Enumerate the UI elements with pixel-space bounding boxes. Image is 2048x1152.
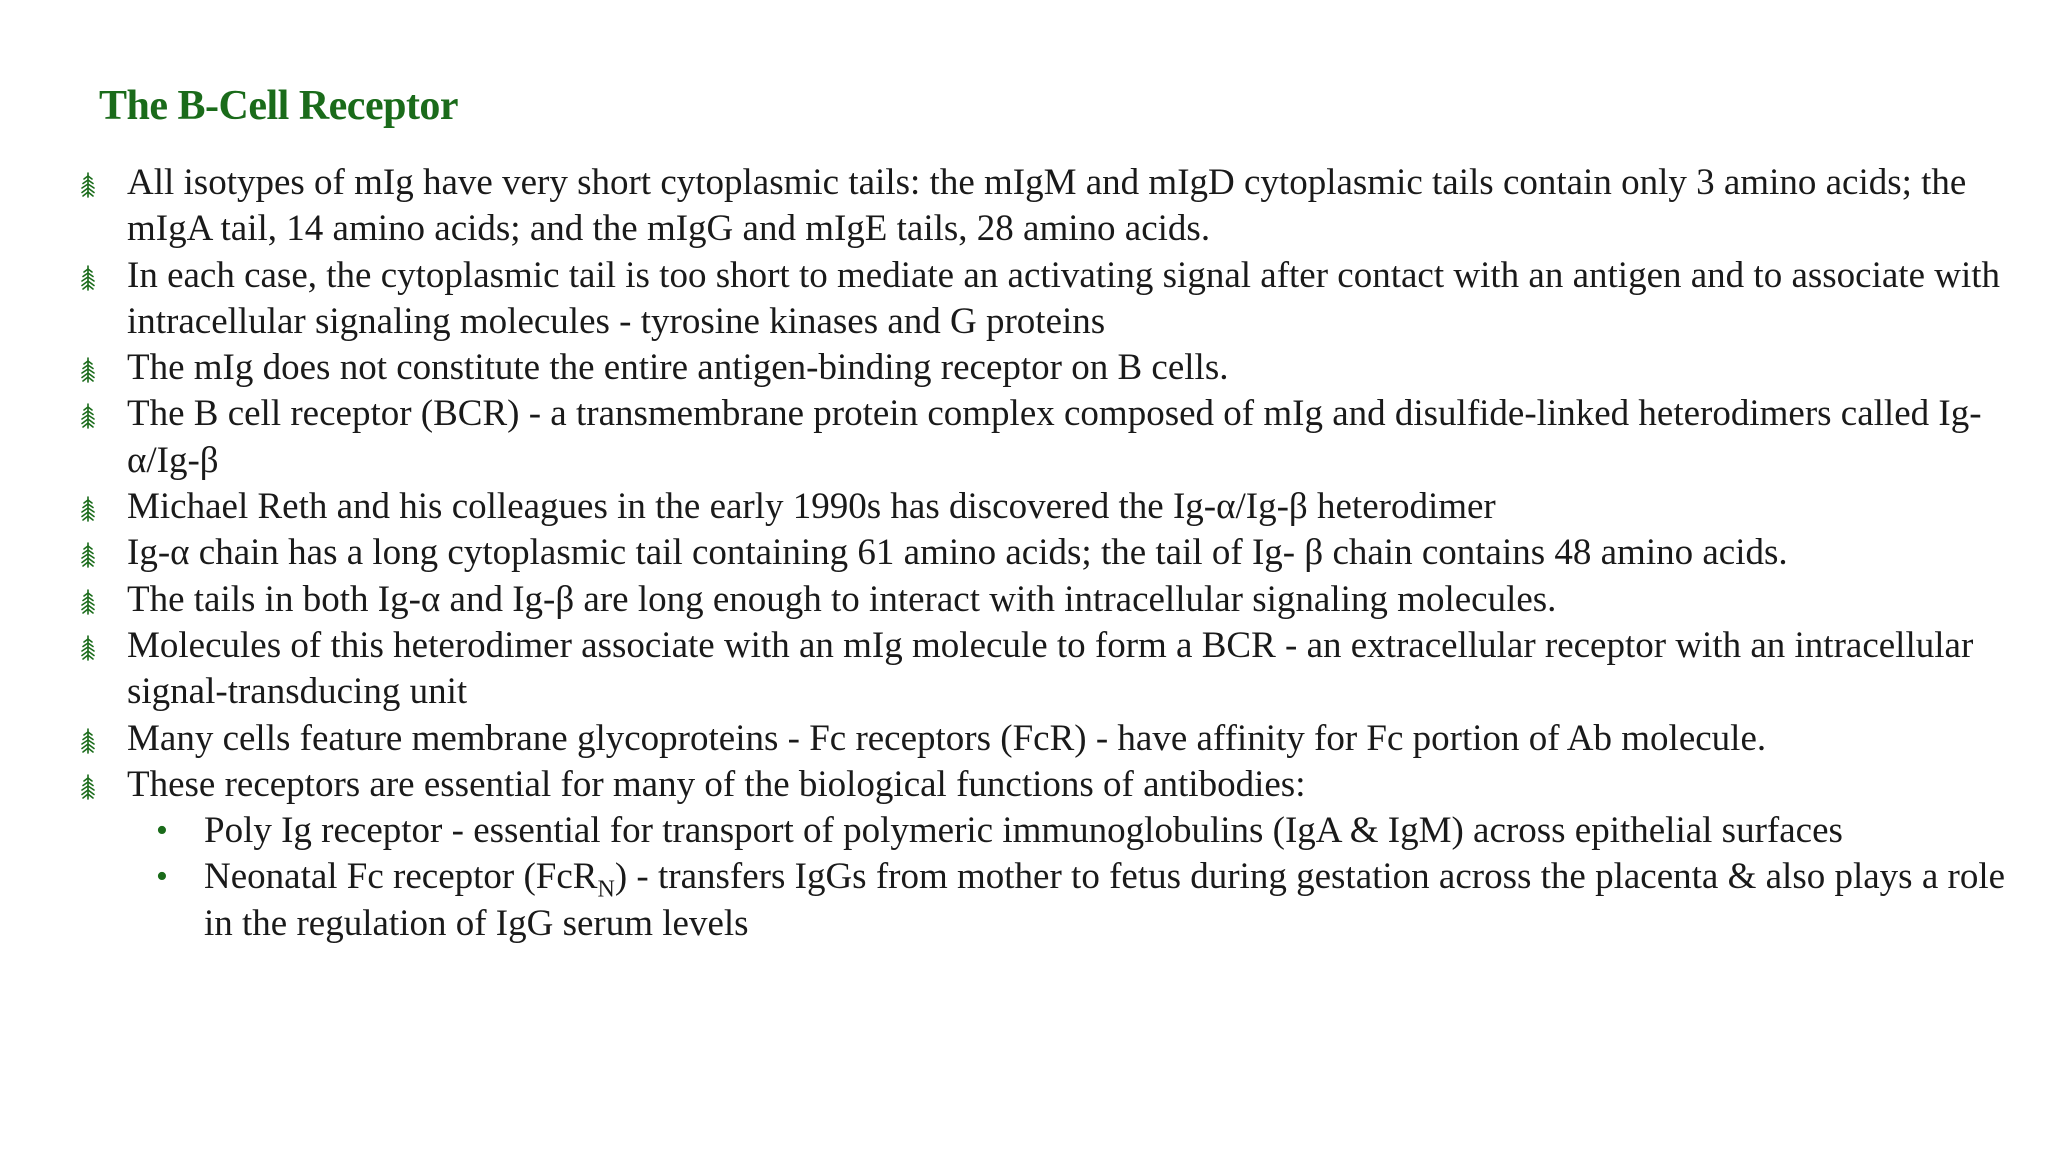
fern-leaf-icon [78, 496, 98, 522]
bullet-text: Ig-α chain has a long cytoplasmic tail containing 61 amino acids; the tail of Ig- β chain contains 48 amino acids. [127, 532, 1788, 574]
subscript-n: N [597, 876, 615, 903]
sub-bullet-text-suffix: ) - transfers IgGs from mother to fetus during gestation across the placenta & also plays a role in the regulation of IgG serum levels [204, 856, 2006, 944]
slide-title: The B-Cell Receptor [99, 83, 459, 129]
bullet-text: Molecules of this heterodimer associate with an mIg molecule to form a BCR - an extracellular receptor with an intracellular signal-transducing unit [127, 624, 1974, 713]
bullet-item [78, 391, 2008, 484]
dot-bullet-icon: • [156, 812, 168, 850]
bullet-text: All isotypes of mIg have very short cytoplasmic tails: the mIgM and mIgD cytoplasmic tails contain only 3 amino acids; the mIgA tail, 14 amino acids; and the mIgG and mIgE tails, 28 amino acids. [127, 162, 1967, 250]
fern-leaf-icon [78, 403, 98, 429]
fern-leaf-icon [78, 589, 98, 615]
sub-bullet-item [78, 808, 2008, 854]
bullet-text: These receptors are essential for many of the biological functions of antibodies: [127, 763, 1306, 805]
bullet-item [78, 623, 2008, 716]
dot-bullet-icon: • [156, 858, 168, 896]
bullet-text: In each case, the cytoplasmic tail is too short to mediate an activating signal after contact with an antigen and to associate with intracellular signaling molecules - tyrosine kinases and G proteins [127, 254, 2001, 342]
bullet-item [78, 530, 2008, 576]
fern-leaf-icon [78, 265, 98, 291]
bullet-text: The B cell receptor (BCR) - a transmembrane protein complex composed of mIg and disulfide-linked heterodimers called Ig-α/Ig-β [127, 393, 1982, 481]
bullet-item [78, 577, 2008, 623]
bullet-item [78, 716, 2008, 762]
bullet-list [78, 160, 2008, 947]
sub-bullet-item [78, 854, 2008, 947]
bullet-text: The tails in both Ig-α and Ig-β are long enough to interact with intracellular signaling molecules. [127, 578, 1557, 620]
fern-leaf-icon [78, 172, 98, 198]
bullet-item [78, 345, 2008, 391]
fern-leaf-icon [78, 635, 98, 661]
bullet-item [78, 160, 2008, 253]
fern-leaf-icon [78, 357, 98, 383]
bullet-item [78, 253, 2008, 346]
sub-bullet-text: Poly Ig receptor - essential for transport of polymeric immunoglobulins (IgA & IgM) across epithelial surfaces [204, 810, 1843, 852]
bullet-item [78, 762, 2008, 947]
sub-bullet-list [127, 808, 2008, 947]
fern-leaf-icon [78, 728, 98, 754]
bullet-text: Many cells feature membrane glycoproteins - Fc receptors (FcR) - have affinity for Fc portion of Ab molecule. [127, 717, 1767, 759]
bullet-item [78, 484, 2008, 530]
bullet-text: The mIg does not constitute the entire antigen-binding receptor on B cells. [127, 347, 1229, 389]
bullet-text: Michael Reth and his colleagues in the early 1990s has discovered the Ig-α/Ig-β heterodimer [127, 486, 1496, 528]
fern-leaf-icon [78, 774, 98, 800]
sub-bullet-text-prefix: Neonatal Fc receptor (FcR [204, 856, 598, 898]
fern-leaf-icon [78, 542, 98, 568]
